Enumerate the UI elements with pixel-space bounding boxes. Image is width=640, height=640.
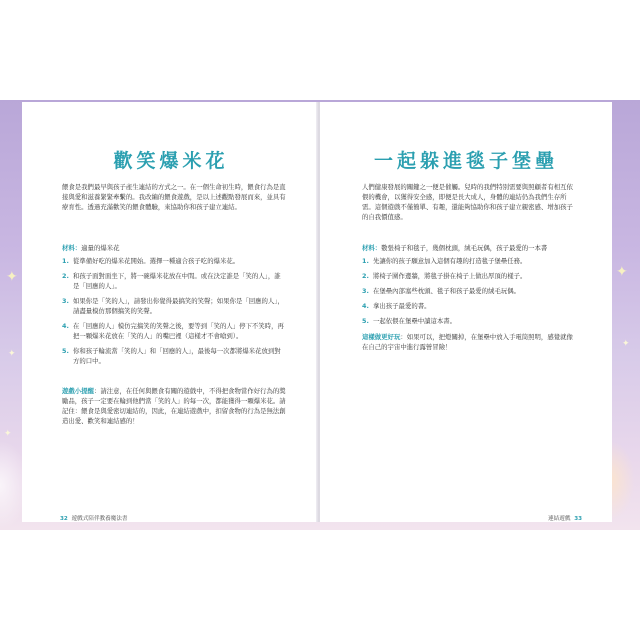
tip-text: ：如果可以，把燈關掉，在堡壘中放入手電筒照明，感覺就像在自己的宇宙中進行露營冒險！ xyxy=(362,333,573,351)
page-number: 32 xyxy=(60,516,68,522)
page-footer xyxy=(58,514,128,522)
step-number: 5. xyxy=(62,347,69,355)
steps-list xyxy=(362,256,577,331)
step-number: 4. xyxy=(62,322,69,330)
book-title: 遊戲式陪伴教養魔法書 xyxy=(71,516,128,522)
step-number: 4. xyxy=(362,302,369,310)
list-item xyxy=(62,321,287,341)
section-title: 連結遊戲 xyxy=(548,516,571,522)
step-number: 1. xyxy=(62,257,69,265)
step-number: 5. xyxy=(362,317,369,325)
step-text: 一起依偎在堡壘中讀這本書。 xyxy=(373,317,457,325)
step-text: 在堡壘內部塞些枕頭、毯子和孩子最愛的絨毛玩偶。 xyxy=(373,287,520,295)
list-item xyxy=(362,316,577,326)
list-item xyxy=(62,256,287,266)
right-page xyxy=(320,102,612,522)
step-number: 2. xyxy=(362,272,369,280)
materials-label: 材料： xyxy=(62,244,82,252)
step-text: 在「回應的人」模仿完搞笑的笑聲之後，要等到「笑的人」停下不笑時，再把一顆爆米花放在「笑的人」的嘴巴裡（這樣才不會嗆到）。 xyxy=(73,322,284,340)
tip-paragraph xyxy=(362,332,577,352)
list-item xyxy=(362,256,577,266)
step-number: 3. xyxy=(362,287,369,295)
materials-text: 適量的爆米花 xyxy=(81,244,120,252)
materials-label: 材料： xyxy=(362,244,382,252)
step-text: 先讓你的孩子願意加入這個有趣的打造毯子堡壘任務。 xyxy=(373,257,527,265)
tip-paragraph xyxy=(62,386,287,426)
list-item xyxy=(62,296,287,316)
step-number: 3. xyxy=(62,297,69,305)
step-text: 你和孩子輪流當「笑的人」和「回應的人」，最後每一次都將爆米花放到對方的口中。 xyxy=(73,347,281,365)
step-text: 拿出孩子最愛的書。 xyxy=(373,302,431,310)
tip-text: ：請注意，在任何與餵食有關的遊戲中，不得把食物當作好行為的獎勵品，孩子一定要在輪到他們當「笑的人」的每一次，都能獲得一顆爆米花。請記住：餵食是與愛密切連結的，因此，在連結遊戲中，扣留食物的行為是無法創造出愛、歡笑和連結感的！ xyxy=(62,387,286,425)
star-icon: ✦ xyxy=(4,429,12,439)
list-item xyxy=(362,301,577,311)
page-number: 33 xyxy=(574,516,582,522)
step-text: 從準備好吃的爆米花開始。選擇一種適合孩子吃的爆米花。 xyxy=(73,257,240,265)
step-text: 和孩子面對面坐下，將一碗爆米花放在中間。或在決定誰是「笑的人」，誰是「回應的人」。 xyxy=(73,272,281,290)
list-item xyxy=(362,271,577,281)
materials-line xyxy=(362,243,547,252)
page-title: 一起躲進毯子堡壘 xyxy=(373,150,558,172)
step-number: 1. xyxy=(362,257,369,265)
list-item xyxy=(62,346,287,366)
tip-label: 遊戲小提醒 xyxy=(62,387,94,395)
list-item xyxy=(362,286,577,296)
step-text: 將椅子圍作邊牆，將毯子掛在椅子上做出厚頂的樣子。 xyxy=(373,272,527,280)
materials-line xyxy=(62,243,120,252)
star-icon: ✦ xyxy=(6,269,18,285)
step-text: 如果你是「笑的人」，請發出你覺得最搞笑的笑聲；如果你是「回應的人」，請盡量模仿那個搞笑的笑聲。 xyxy=(73,297,284,315)
star-icon: ✦ xyxy=(622,339,630,349)
star-icon: ✦ xyxy=(616,264,628,280)
list-item xyxy=(62,271,287,291)
page-title: 歡笑爆米花 xyxy=(113,150,229,172)
step-number: 2. xyxy=(62,272,69,280)
intro-paragraph: 人們健康發展的關鍵之一便是催觸。兒時的我們特別需要與照顧者有相互依偎的機會，以獲得安全感，即便是長大成人，身體的連結仍為我們生存所需。這個遊戲不僅簡單、有趣，還能夠協助你和孩子建立親密感、增加孩子的自我價值感。 xyxy=(362,183,573,221)
intro-paragraph: 餵食是我們最早與孩子產生連結的方式之一。在一個生命初生時，餵食行為是直接與愛和滋養緊緊牽繫的。我改編的餵食遊戲，是以上述觀點發展而來，並具有療育性。透過充滿歡笑的餵食體驗，來協助你和孩子建立連結。 xyxy=(62,183,286,211)
left-page xyxy=(22,102,320,522)
steps-list xyxy=(62,256,287,371)
page-footer xyxy=(548,514,584,522)
star-icon: ✦ xyxy=(8,349,16,359)
tip-label: 這樣做更好玩 xyxy=(362,333,401,341)
materials-text: 數張椅子和毯子，幾個枕頭，絨毛玩偶，孩子最愛的一本書 xyxy=(381,244,548,252)
